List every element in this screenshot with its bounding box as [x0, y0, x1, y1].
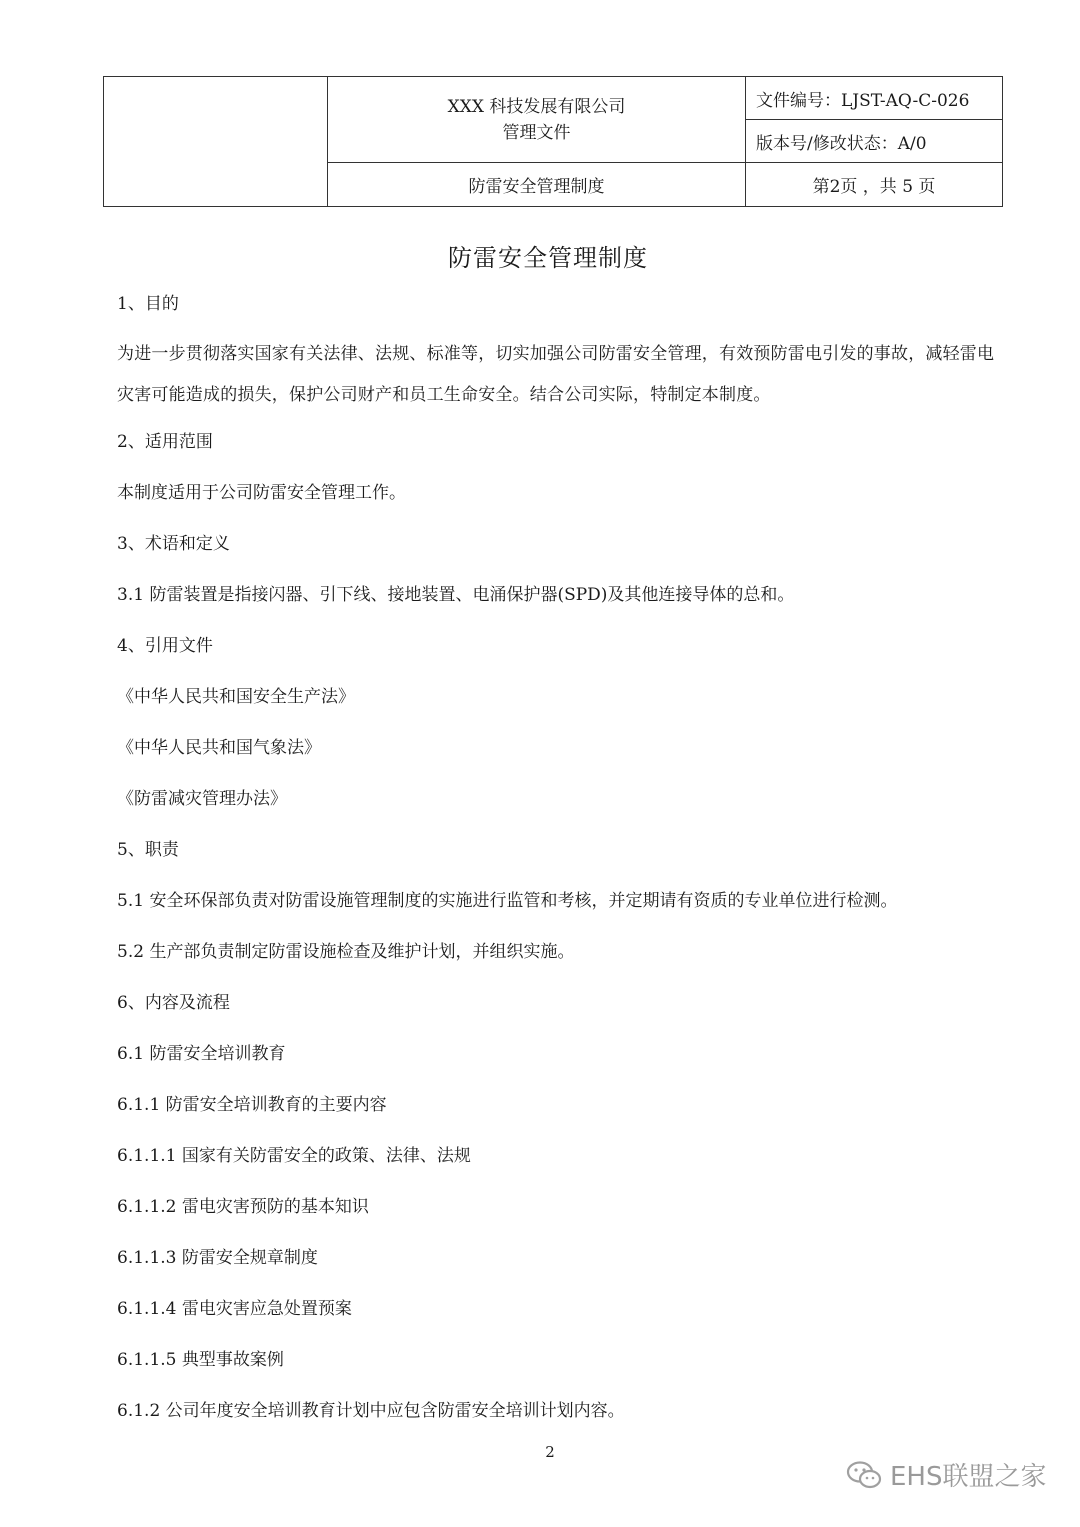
body-paragraph: 6.1.2 公司年度安全培训教育计划中应包含防雷安全培训计划内容。 — [117, 1401, 625, 1421]
document-header-table — [103, 76, 1003, 207]
page-info: 第2页 ，共 5 页 — [746, 163, 1003, 207]
document-name-cell: 防雷安全管理制度 — [328, 163, 746, 207]
list-item: 6.1.1.2 雷电灾害预防的基本知识 — [117, 1197, 369, 1217]
body-paragraph: 本制度适用于公司防雷安全管理工作。 — [117, 483, 406, 503]
section-heading: 3、术语和定义 — [117, 534, 230, 554]
list-item: 6.1.1.4 雷电灾害应急处置预案 — [117, 1299, 352, 1319]
reference-item: 《中华人民共和国安全生产法》 — [117, 687, 355, 707]
document-title: 防雷安全管理制度 — [448, 244, 648, 272]
reference-item: 《中华人民共和国气象法》 — [117, 738, 321, 758]
section-heading: 4、引用文件 — [117, 636, 213, 656]
body-paragraph: 5.1 安全环保部负责对防雷设施管理制度的实施进行监管和考核，并定期请有资质的专业单位进行检测。 — [117, 891, 898, 911]
subsection-heading: 6.1 防雷安全培训教育 — [117, 1044, 286, 1064]
document-body — [117, 284, 1007, 1442]
watermark — [846, 1456, 1046, 1493]
list-item: 6.1.1.3 防雷安全规章制度 — [117, 1248, 318, 1268]
chat-bubble-icon — [846, 1460, 882, 1490]
watermark-text: EHS联盟之家 — [890, 1462, 1047, 1492]
subsection-heading: 6.1.1 防雷安全培训教育的主要内容 — [117, 1095, 387, 1115]
body-paragraph: 5.2 生产部负责制定防雷设施检查及维护计划，并组织实施。 — [117, 942, 575, 962]
document-type: 管理文件 — [502, 122, 571, 143]
purpose-paragraph: 为进一步贯彻落实国家有关法律、法规、标准等，切实加强公司防雷安全管理，有效预防雷电引发的事故，减轻雷电灾害可能造成的损失，保护公司财产和员工生命安全。结合公司实际，特制定本制度。 — [117, 344, 995, 405]
logo-cell — [104, 77, 328, 207]
list-item: 6.1.1.5 典型事故案例 — [117, 1350, 284, 1370]
body-paragraph: 3.1 防雷装置是指接闪器、引下线、接地装置、电涌保护器(SPD)及其他连接导体的总和。 — [117, 585, 795, 605]
page-number: 2 — [545, 1443, 555, 1461]
version-status: 版本号/修改状态：A/0 — [746, 120, 1003, 163]
list-item: 6.1.1.1 国家有关防雷安全的政策、法律、法规 — [117, 1146, 471, 1166]
document-number: 文件编号：LJST-AQ-C-026 — [746, 77, 1003, 120]
section-heading: 1、目的 — [117, 294, 179, 314]
company-cell — [328, 77, 746, 163]
section-heading: 6、内容及流程 — [117, 993, 230, 1013]
company-name: XXX 科技发展有限公司 — [447, 96, 626, 117]
section-heading: 2、适用范围 — [117, 432, 213, 452]
section-heading: 5、职责 — [117, 840, 179, 860]
reference-item: 《防雷减灾管理办法》 — [117, 789, 287, 809]
